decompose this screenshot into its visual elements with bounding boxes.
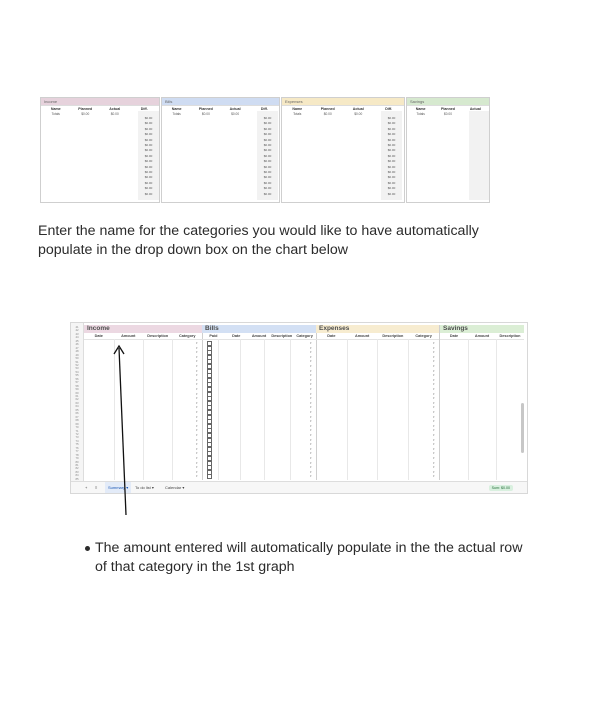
dropdown-caret-icon[interactable]: ▾ [433,465,435,470]
diff-value: $0.00 [144,191,153,196]
dropdown-caret-icon[interactable]: ▾ [310,396,312,401]
column-header: Name [415,107,426,111]
diff-value: $0.00 [144,180,153,185]
dropdown-caret-icon[interactable]: ▾ [196,345,198,350]
row-number: 76 [75,445,79,450]
diff-value: $0.00 [263,164,272,169]
column-header: Category [296,334,313,338]
dropdown-caret-icon[interactable]: ▾ [196,368,198,373]
dropdown-caret-icon[interactable]: ▾ [310,446,312,451]
instruction-text: Enter the name for the categories you would like to have automatically populate in the drop down box on the chart below [38,223,479,258]
diff-value: $0.00 [144,126,153,131]
block-title: Savings [440,325,524,333]
summary-panel-bills [161,97,280,203]
diff-values [257,116,278,197]
column-header: Amount [474,334,490,338]
totals-label: Totals [51,112,60,116]
row-number: 42 [75,328,79,333]
dropdown-caret-icon[interactable]: ▾ [196,377,198,382]
diff-value: $0.00 [144,121,153,126]
panel-title: Expenses [282,98,404,106]
diff-value: $0.00 [387,191,396,196]
dropdown-caret-icon[interactable]: ▾ [433,354,435,359]
totals-label: Totals [172,112,181,116]
totals-actual: $0.00 [354,112,363,116]
dropdown-caret-icon[interactable]: ▾ [310,474,312,479]
dropdown-caret-icon[interactable]: ▾ [196,405,198,410]
dropdown-caret-icon[interactable]: ▾ [310,414,312,419]
diff-value: $0.00 [144,116,153,120]
block-column-headers [202,333,316,340]
tab-label: To do list [135,485,151,490]
dropdown-caret-icon[interactable]: ▾ [310,437,312,442]
tracker-block-expenses [316,325,440,480]
row-number: 78 [75,452,79,457]
dropdown-caret-icon[interactable]: ▾ [310,442,312,447]
row-number: 66 [75,411,79,416]
summary-panel-income [40,97,160,203]
column-divider [264,339,265,480]
totals-planned: $0.00 [81,112,90,116]
row-number: 61 [75,394,79,398]
diff-values [381,116,402,197]
diff-value: $0.00 [263,132,272,137]
column-header: Actual [352,107,364,111]
dropdown-caret-icon[interactable]: ▾ [196,437,198,442]
row-number: 48 [75,349,79,354]
row-number: 58 [75,383,79,388]
diff-value: $0.00 [263,121,272,126]
tab-label: Calendar [165,485,182,490]
diff-value: $0.00 [263,170,272,175]
dropdown-caret-icon[interactable]: ▾ [310,359,312,364]
dropdown-caret-icon[interactable]: ▾ [433,456,435,460]
row-number: 68 [75,418,79,423]
diff-value: $0.00 [263,116,272,120]
summary-panel-savings [406,97,490,203]
panel-title: Savings [407,98,489,106]
arrow-shaft [119,348,129,515]
dropdown-caret-icon[interactable]: ▾ [433,446,435,451]
row-number: 77 [75,449,79,454]
dropdown-caret-icon[interactable]: ▾ [196,359,198,364]
chevron-down-icon: ▾ [126,485,129,490]
diff-value: $0.00 [144,170,153,175]
diff-value: $0.00 [387,148,396,153]
dropdown-caret-icon[interactable]: ▾ [310,387,312,391]
column-header: Name [171,107,182,111]
all-sheets-button[interactable]: ≡ [95,485,98,490]
totals-label: Totals [293,112,302,116]
diff-value: $0.00 [387,164,396,169]
block-title: Income [84,325,202,333]
diff-value: $0.00 [263,175,272,180]
diff-value: $0.00 [144,186,153,191]
row-number: 50 [75,356,79,361]
row-number: 83 [75,469,79,474]
diff-value: $0.00 [387,170,396,175]
column-divider [290,339,291,480]
column-header: Category [415,334,432,338]
dropdown-caret-icon[interactable]: ▾ [310,428,312,433]
row-number: 82 [75,466,79,471]
diff-value: $0.00 [144,164,153,169]
dropdown-caret-icon[interactable]: ▾ [433,405,435,410]
dropdown-caret-icon[interactable]: ▾ [196,391,198,396]
diff-value: $0.00 [387,159,396,164]
dropdown-caret-icon[interactable]: ▾ [433,474,435,479]
diff-value: $0.00 [263,126,272,131]
column-header: Description [271,334,293,338]
row-number: 75 [75,442,79,447]
dropdown-caret-icon[interactable]: ▾ [196,364,198,368]
row-number: 53 [75,366,79,371]
dropdown-caret-icon[interactable]: ▾ [433,437,435,442]
summary-panel-expenses [281,97,405,203]
row-number: 62 [75,397,79,402]
row-number: 44 [75,335,79,340]
dropdown-caret-icon[interactable]: ▾ [310,364,312,368]
diff-value: $0.00 [387,137,396,142]
dropdown-caret-icon[interactable]: ▾ [310,391,312,396]
add-sheet-button[interactable]: + [85,485,88,490]
dropdown-caret-icon[interactable]: ▾ [433,382,435,387]
dropdown-caret-icon[interactable]: ▾ [433,364,435,368]
dropdown-caret-icon[interactable]: ▾ [196,382,198,387]
dropdown-caret-icon[interactable]: ▾ [196,400,198,405]
diff-value: $0.00 [263,143,272,148]
row-number: 60 [75,390,79,395]
dropdown-caret-icon[interactable]: ▾ [310,377,312,382]
diff-value: $0.00 [263,159,272,164]
dropdown-caret-icon[interactable]: ▾ [310,400,312,405]
row-number: 41 [75,325,79,329]
row-number: 55 [75,373,79,378]
dropdown-caret-icon[interactable]: ▾ [433,391,435,396]
diff-value: $0.00 [387,186,396,191]
diff-value: $0.00 [144,153,153,158]
tab-label: Summary [108,485,126,490]
row-number: 57 [75,380,79,385]
dropdown-caret-icon[interactable]: ▾ [196,469,198,474]
diff-value: $0.00 [263,137,272,142]
row-number: 80 [75,459,79,464]
dropdown-caret-icon[interactable]: ▾ [310,469,312,474]
dropdown-caret-icon[interactable]: ▾ [433,433,435,437]
row-number: 46 [75,342,79,347]
row-number-column [71,323,84,481]
dropdown-caret-icon[interactable]: ▾ [196,341,198,345]
dropdown-caret-icon[interactable]: ▾ [433,387,435,391]
dropdown-caret-icon[interactable]: ▾ [196,433,198,437]
row-number: 43 [75,331,79,336]
dropdown-caret-icon[interactable]: ▾ [196,456,198,460]
dropdown-caret-icon[interactable]: ▾ [196,419,198,424]
column-header: Actual [229,107,241,111]
diff-value: $0.00 [387,116,396,120]
block-title: Bills [202,325,316,333]
row-number: 45 [75,338,79,343]
dropdown-caret-icon[interactable]: ▾ [310,410,312,414]
dropdown-caret-icon[interactable]: ▾ [433,373,435,378]
diff-value: $0.00 [144,159,153,164]
column-divider [240,339,241,480]
tracker-block-income [84,325,203,480]
totals-planned: $0.00 [323,112,332,116]
dropdown-caret-icon[interactable]: ▾ [196,396,198,401]
diff-value: $0.00 [144,148,153,153]
column-divider [408,339,409,480]
dropdown-caret-icon[interactable]: ▾ [310,405,312,410]
chevron-down-icon: ▾ [151,485,154,490]
totals-planned: $0.00 [444,112,452,116]
diff-value: $0.00 [387,153,396,158]
dropdown-caret-icon[interactable]: ▾ [433,423,435,428]
row-number: 59 [75,387,79,392]
column-divider [347,339,348,480]
dropdown-caret-icon[interactable]: ▾ [196,474,198,479]
row-number: 47 [75,345,79,350]
dropdown-caret-icon[interactable]: ▾ [196,423,198,428]
dropdown-caret-icon[interactable]: ▾ [310,419,312,424]
column-header: Amount [121,334,136,338]
vertical-scrollbar[interactable] [521,403,524,453]
row-number: 81 [75,463,79,467]
diff-value: $0.00 [263,180,272,185]
row-number: 54 [75,369,79,374]
column-header: Date [232,334,241,338]
diff-value: $0.00 [263,153,272,158]
row-number: 84 [75,473,79,478]
diff-value: $0.00 [144,143,153,148]
diff-values [138,116,159,197]
column-header: Description [147,334,169,338]
dropdown-caret-icon[interactable]: ▾ [433,400,435,405]
dropdown-caret-icon[interactable]: ▾ [310,433,312,437]
column-header: Name [50,107,61,111]
column-header: Actual [109,107,121,111]
row-number: 64 [75,404,79,409]
dropdown-caret-icon[interactable]: ▾ [433,460,435,465]
dropdown-caret-icon[interactable]: ▾ [433,368,435,373]
dropdown-caret-icon[interactable]: ▾ [310,423,312,428]
row-number: 51 [75,359,79,364]
block-column-headers [440,333,524,340]
dropdown-caret-icon[interactable]: ▾ [196,451,198,456]
row-number: 52 [75,362,79,367]
dropdown-caret-icon[interactable]: ▾ [196,465,198,470]
diff-value: $0.00 [387,175,396,180]
column-header: Planned [78,107,93,111]
column-divider [143,339,144,480]
bullet-icon [85,546,90,551]
panel-title: Bills [162,98,279,106]
column-header: Paid [209,334,218,338]
totals-actual: $0.00 [231,112,240,116]
dropdown-caret-icon[interactable]: ▾ [310,456,312,460]
diff-value: $0.00 [263,191,272,196]
chevron-down-icon: ▾ [182,485,185,490]
dropdown-caret-icon[interactable]: ▾ [433,442,435,447]
dropdown-caret-icon[interactable]: ▾ [310,350,312,355]
diff-value: $0.00 [387,132,396,137]
dropdown-caret-icon[interactable]: ▾ [196,414,198,419]
diff-value: $0.00 [263,186,272,191]
dropdown-caret-icon[interactable]: ▾ [310,368,312,373]
tracker-block-bills [202,325,317,480]
sum-badge[interactable]: Sum: $0.00 [489,485,513,491]
dropdown-caret-icon[interactable]: ▾ [196,442,198,447]
tracker-block-savings [440,325,524,480]
dropdown-caret-icon[interactable]: ▾ [196,350,198,355]
column-header: Diff. [385,107,393,111]
dropdown-caret-icon[interactable]: ▾ [433,350,435,355]
dropdown-caret-icon[interactable]: ▾ [196,428,198,433]
diff-value: $0.00 [144,132,153,137]
actual-column [469,111,489,200]
bullet-note [85,539,525,577]
dropdown-caret-icon[interactable]: ▾ [433,428,435,433]
row-number: 71 [75,428,79,433]
column-divider [172,339,173,480]
bullet-text: The amount entered will automatically populate in the the actual row of that category in the 1st graph [95,540,523,575]
row-number: 72 [75,431,79,436]
diff-value: $0.00 [144,137,153,142]
diff-value: $0.00 [387,126,396,131]
totals-planned: $0.00 [201,112,210,116]
diff-value: $0.00 [144,175,153,180]
column-header: Name [292,107,303,111]
column-divider [218,339,219,480]
dropdown-caret-icon[interactable]: ▾ [310,373,312,378]
dropdown-caret-icon[interactable]: ▾ [433,345,435,350]
dropdown-caret-icon[interactable]: ▾ [433,419,435,424]
dropdown-caret-icon[interactable]: ▾ [433,469,435,474]
column-header: Planned [441,107,455,111]
column-header: Actual [469,107,481,111]
pointer-arrow [110,340,140,520]
dropdown-caret-icon[interactable]: ▾ [196,410,198,414]
dropdown-caret-icon[interactable]: ▾ [433,451,435,456]
row-number: 69 [75,421,79,426]
dropdown-caret-icon[interactable]: ▾ [433,341,435,345]
row-number: 65 [75,407,79,412]
column-header: Amount [251,334,267,338]
column-header: Amount [354,334,370,338]
dropdown-caret-icon[interactable]: ▾ [196,373,198,378]
column-header: Diff. [140,107,148,111]
row-number: 74 [75,438,79,443]
diff-value: $0.00 [387,143,396,148]
column-header: Date [449,334,459,338]
diff-value: $0.00 [387,121,396,126]
dropdown-caret-icon[interactable]: ▾ [310,354,312,359]
diff-value: $0.00 [263,148,272,153]
dropdown-caret-icon[interactable]: ▾ [310,451,312,456]
row-number: 56 [75,376,79,381]
row-number: 85 [75,476,79,481]
column-header: Planned [320,107,335,111]
column-header: Diff. [260,107,268,111]
column-header: Description [382,334,404,338]
diff-value: $0.00 [387,180,396,185]
dropdown-caret-icon[interactable]: ▾ [310,382,312,387]
column-divider [468,339,469,480]
dropdown-caret-icon[interactable]: ▾ [310,465,312,470]
row-number: 70 [75,425,79,430]
dropdown-caret-icon[interactable]: ▾ [196,446,198,451]
dropdown-caret-icon[interactable]: ▾ [310,460,312,465]
row-number: 63 [75,400,79,405]
row-number: 49 [75,352,79,357]
column-header: Category [179,334,196,338]
dropdown-caret-icon[interactable]: ▾ [310,345,312,350]
dropdown-caret-icon[interactable]: ▾ [433,359,435,364]
column-divider [377,339,378,480]
dropdown-caret-icon[interactable]: ▾ [196,460,198,465]
column-header: Date [327,334,336,338]
dropdown-caret-icon[interactable]: ▾ [433,396,435,401]
panel-title: Income [41,98,159,106]
dropdown-caret-icon[interactable]: ▾ [433,414,435,419]
totals-actual: $0.00 [110,112,119,116]
dropdown-caret-icon[interactable]: ▾ [196,354,198,359]
row-number: 67 [75,414,79,419]
paid-checkbox[interactable] [207,474,212,479]
totals-label: Totals [416,112,425,116]
block-title: Expenses [316,325,439,333]
column-divider [496,339,497,480]
dropdown-caret-icon[interactable]: ▾ [196,387,198,391]
column-header: Planned [198,107,213,111]
column-header: Date [94,334,103,338]
row-number: 73 [75,435,79,440]
dropdown-caret-icon[interactable]: ▾ [433,377,435,382]
row-number: 79 [75,456,79,461]
dropdown-caret-icon[interactable]: ▾ [433,410,435,414]
dropdown-caret-icon[interactable]: ▾ [310,341,312,345]
tab-calendar[interactable] [165,482,184,494]
column-header: Description [499,334,521,338]
